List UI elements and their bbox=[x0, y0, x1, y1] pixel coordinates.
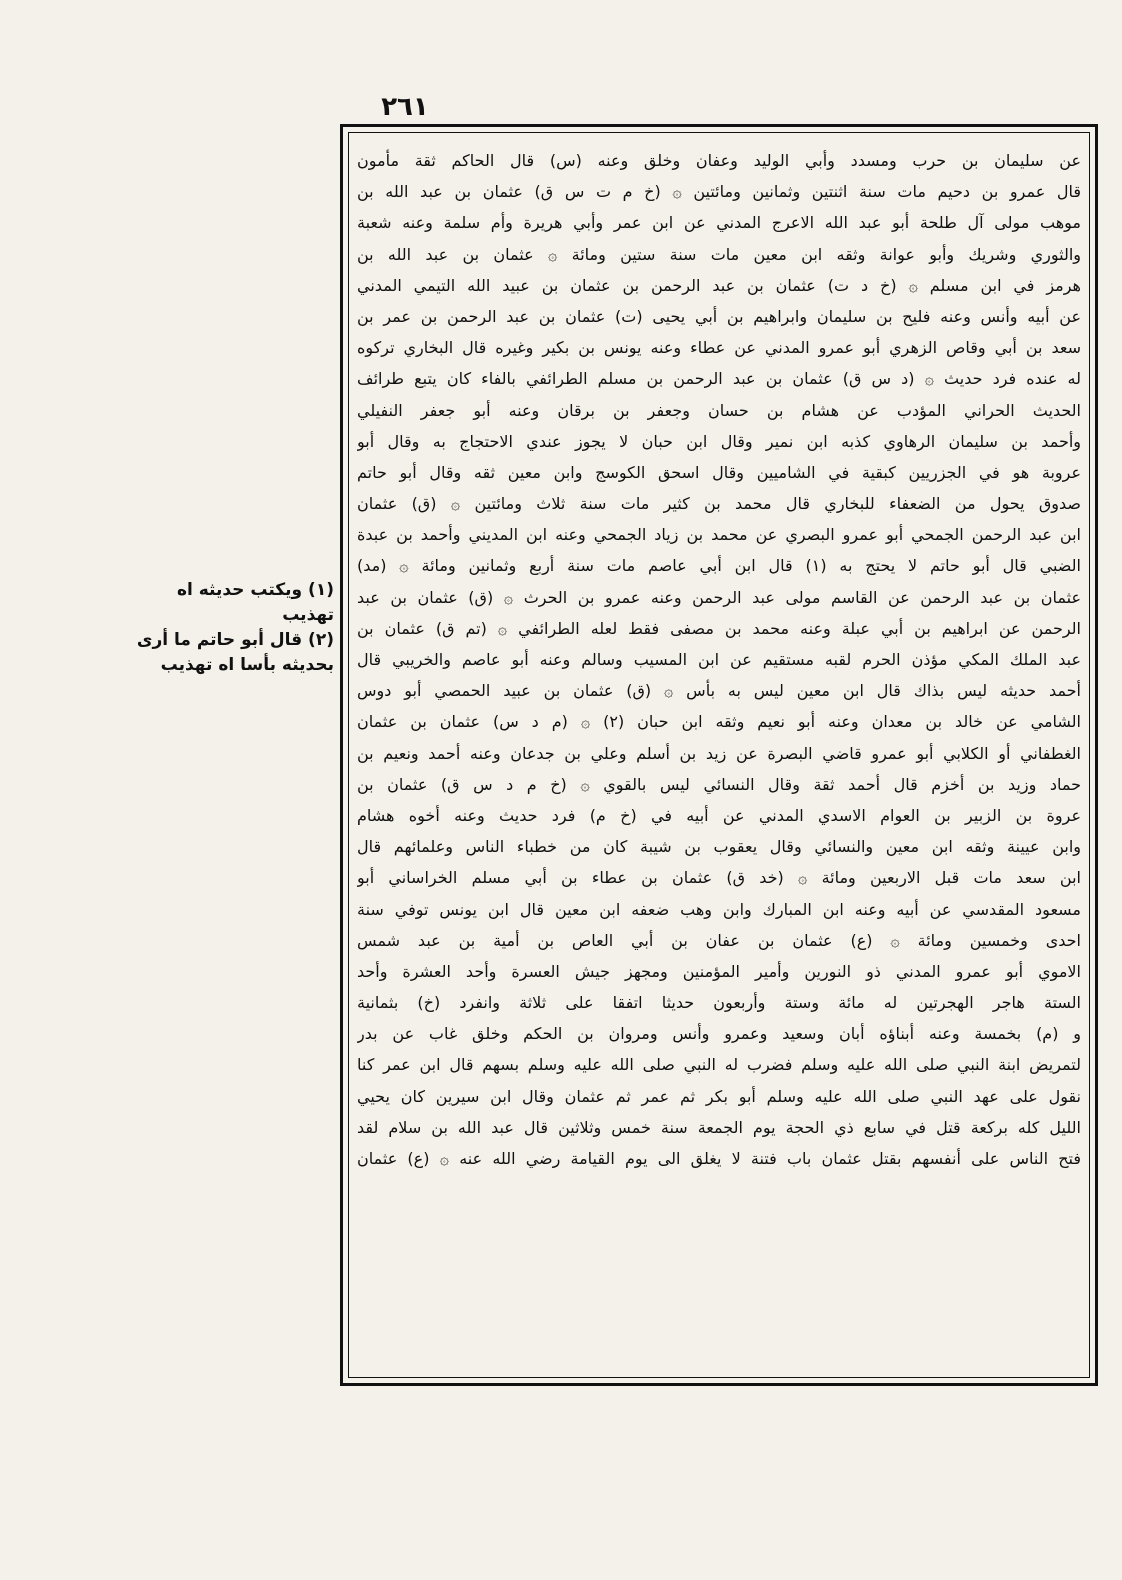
text-line: له عنده فرد حديث ۞ (د س ق) عثمان بن عبد الرحمن بن مسلم الطرائفي بالفاء كان يتبع طرائف bbox=[357, 369, 1081, 389]
text-line: وابن عيينة وثقه ابن معين والنسائي وقال يعقوب بن شيبة كان من خطباء الناس وعلمائهم قال bbox=[357, 837, 1081, 857]
text-line bbox=[357, 1299, 1081, 1330]
text-line: نقول على عهد النبي صلى الله عليه وسلم أبو بكر ثم عمر ثم عثمان وقال ابن سيرين كان يحيي bbox=[357, 1086, 1081, 1106]
text-line: الضبي قال أبو حاتم لا يحتج به (١) قال ابن أبي عاصم مات سنة أربع وثمانين ومائة ۞ (مد) bbox=[357, 556, 1081, 576]
text-line: ابن عبد الرحمن الجمحي أبو عمرو البصري عن محمد بن زياد الجمحي وعنه ابن المديني وأحمد بن عبدة bbox=[357, 525, 1081, 545]
text-line: حماد وزيد بن أخزم قال أحمد ثقة وقال النسائي ليس بالقوي ۞ (خ م د س ق) عثمان بن bbox=[357, 774, 1081, 794]
text-line: الستة هاجر الهجرتين له مائة وستة وأربعون حديثا اتفقا على ثلاثة وانفرد (خ) بثمانية bbox=[357, 993, 1081, 1013]
text-line bbox=[357, 1237, 1081, 1268]
margin-note-2: (٢) قال أبو حاتم ما أرى بحديثه بأسا اه تهذيب bbox=[136, 630, 334, 675]
text-line: ابن سعد مات قبل الاربعين ومائة ۞ (خد ق) عثمان بن عطاء بن أبي مسلم الخراساني أبو bbox=[357, 868, 1081, 888]
text-line: الليل كله بركعة قتل في سابع ذي الحجة يوم الجمعة سنة خمس وثلاثين قال عبد الله بن سلام لقد bbox=[357, 1117, 1081, 1137]
page-frame bbox=[340, 124, 1098, 1386]
text-line: مسعود المقدسي عن أبيه وعنه ابن المبارك وابن وهب ضعفه ابن معين قال ابن يونس توفي سنة bbox=[357, 899, 1081, 919]
margin-notes bbox=[120, 578, 334, 678]
text-line: و (م) بخمسة وعنه أبناؤه أبان وسعيد وعمرو وأنس ومروان بن الحكم وخلق غاب عن بدر bbox=[357, 1024, 1081, 1044]
body-text bbox=[357, 145, 1081, 1373]
text-line: عن أبيه وأنس وعنه فليح بن سليمان وابراهيم بن أبي يحيى (ت) عثمان بن عبد الرحمن بن عمر بن bbox=[357, 306, 1081, 326]
text-line: سعد بن أبي وقاص الزهري أبو عمرو المدني عن عطاء وعنه يونس بن بكير وغيره قال البخاري تركوه bbox=[357, 338, 1081, 358]
text-line: الاموي أبو عمرو المدني ذو النورين وأمير المؤمنين ومجهز جيش العسرة وأحد العشرة وأحد bbox=[357, 961, 1081, 981]
text-line: صدوق يحول من الضعفاء للبخاري قال محمد بن كثير مات سنة ثلاث ومائتين ۞ (ق) عثمان bbox=[357, 494, 1081, 514]
text-line: أحمد حديثه ليس بذاك قال ابن معين ليس به بأس ۞ (ق) عثمان بن عبيد الحمصي أبو دوس bbox=[357, 681, 1081, 701]
text-line: قال عمرو بن دحيم مات سنة اثنتين وثمانين ومائتين ۞ (خ م ت س ق) عثمان بن عبد الله بن bbox=[357, 182, 1081, 202]
page-number: ٢٦١ bbox=[381, 92, 429, 122]
text-line bbox=[357, 1330, 1081, 1361]
margin-note-1: (١) ويكتب حديثه اه تهذيب bbox=[176, 580, 334, 625]
text-line: الحديث الحراني المؤدب عن هشام بن حسان وجعفر بن برقان وعنه أبو جعفر النفيلي bbox=[357, 400, 1081, 420]
text-line: لتمريض ابنة النبي صلى الله عليه وسلم فضرب له النبي صلى الله عليه وسلم بسهم قال ابن عمر كنا bbox=[357, 1055, 1081, 1075]
text-line bbox=[357, 1268, 1081, 1299]
text-line: احدى وخمسين ومائة ۞ (ع) عثمان بن عفان بن أبي العاص بن أمية بن عبد شمس bbox=[357, 930, 1081, 950]
text-line: عبد الملك المكي مؤذن الحرم لقبه مستقيم عن ابن المسيب وسالم وعنه أبو عاصم والخريبي قال bbox=[357, 650, 1081, 669]
text-line: موهب مولى آل طلحة أبو عبد الله الاعرج المدني عن ابن عمر وأبي هريرة وأم سلمة وعنه شعبة bbox=[357, 213, 1081, 233]
text-line: الغطفاني أو الكلابي أبو عمرو قاضي البصرة عن زيد بن أسلم وعلي بن جدعان وعنه أحمد ونعيم بن bbox=[357, 743, 1081, 763]
text-line: هرمز في ابن مسلم ۞ (خ د ت) عثمان بن عبد الرحمن بن عثمان بن عبيد الله التيمي المدني bbox=[357, 275, 1081, 295]
text-line: الرحمن عن ابراهيم بن أبي عبلة وعنه محمد بن مصفى فقط لعله الطرائفي ۞ (تم ق) عثمان بن bbox=[357, 618, 1081, 638]
text-line: والثوري وشريك وأبو عوانة وثقه ابن معين مات سنة ستين ومائة ۞ عثمان بن عبد الله بن bbox=[357, 244, 1081, 264]
text-line: وأحمد بن سليمان الرهاوي كذبه ابن نمير وقال ابن حبان لا يجوز عندي الاحتجاج به وقال أبو bbox=[357, 431, 1081, 451]
text-line: عن سليمان بن حرب ومسدد وأبي الوليد وعفان وخلق وعنه (س) قال الحاكم ثقة مأمون bbox=[357, 151, 1081, 170]
text-line bbox=[357, 1174, 1081, 1205]
text-line: عثمان بن عبد الرحمن عن القاسم مولى عبد الرحمن وعنه عمرو بن الحرث ۞ (ق) عثمان بن عبد bbox=[357, 587, 1081, 607]
text-line: عروبة هو في الجزريين كبقية في الشاميين وقال اسحق الكوسج وابن معين ثقه وقال أبو حاتم bbox=[357, 462, 1081, 482]
text-line bbox=[357, 1205, 1081, 1236]
text-line: فتح الناس على أنفسهم بقتل عثمان باب فتنة لا يغلق الى يوم القيامة رضي الله عنه ۞ (ع) عثمان bbox=[357, 1149, 1081, 1168]
text-line: الشامي عن خالد بن معدان وعنه أبو نعيم وثقه ابن حبان (٢) ۞ (م د س) عثمان بن عثمان bbox=[357, 712, 1081, 732]
text-line: عروة بن الزبير بن العوام الاسدي المدني عن أبيه في (خ م) فرد حديث وعنه أخوه هشام bbox=[357, 805, 1081, 825]
